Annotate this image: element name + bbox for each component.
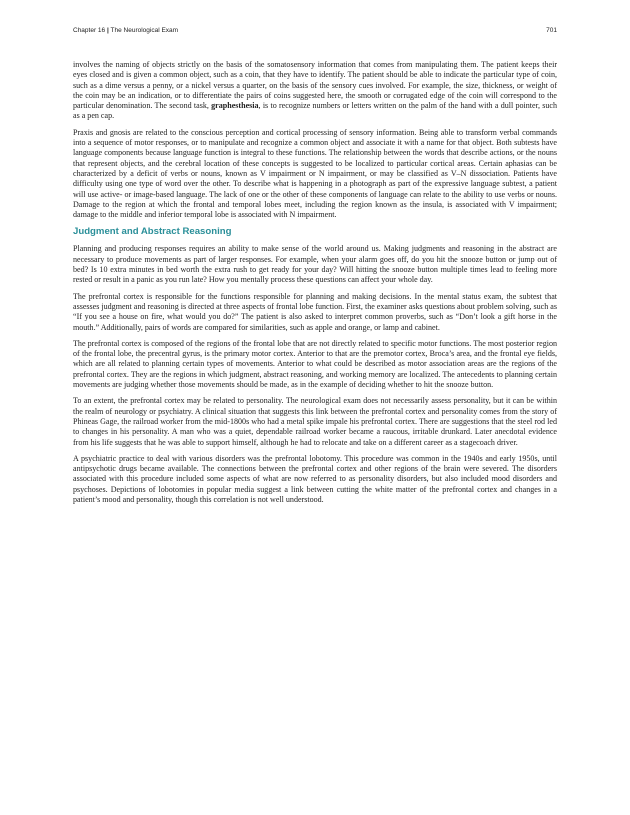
key-term: graphesthesia (211, 101, 259, 111)
chapter-label: Chapter 16 (73, 27, 106, 34)
chapter-title: The Neurological Exam (110, 27, 179, 34)
paragraph-stereognosis: involves the naming of objects strictly on the basis of the somatosensory information that comes from manipulating them. The patient keeps their eyes closed and is given a common object, such as a coin, that they have to identify. The patient should be able to indicate the particular type of coin, such as a dime versus a penny, or a nickel versus a quarter, on the basis of the sensory cues involved. For example, the size, thickness, or weight of the coin may be an indication, or to differentiate the pairs of coins suggested here, the smooth or corrugated edge of the coin will correspond to the particular denomination. The second task, graphesthesia, is to recognize numbers or letters written on the palm of the hand with a dull pointer, such as a pen cap. (73, 60, 557, 121)
running-header (73, 27, 557, 39)
paragraph-planning: Planning and producing responses requires an ability to make sense of the world around us. Making judgments and reasoning in the abstract are necessary to produce movements as part of larger responses. For example, when your alarm goes off, do you hit the snooze button or jump out of bed? Is 10 extra minutes in bed worth the extra rush to get ready for your day? Will hitting the snooze button multiple times lead to feeling more rested or result in a panic as you run late? How you mentally process these questions can affect your whole day. (73, 244, 557, 285)
header-separator: | (106, 27, 109, 34)
paragraph-praxis-gnosis: Praxis and gnosis are related to the conscious perception and cortical processing of sensory information. Being able to transform verbal commands into a sequence of motor responses, or to manipulate and recognize a common object and associate it with a name for that object. Both subtests have language components because language function is integral to these functions. The relationship between the words that describe actions, or the nouns that represent objects, and the cerebral location of these concepts is suggested to be localized to particular cortical areas. Certain aphasias can be characterized by a deficit of verbs or nouns, known as V impairment or N impairment, or may be classified as V–N dissociation. Patients have difficulty using one type of word over the other. To describe what is happening in a photograph as part of the expressive language subtest, a patient will use active- or image-based language. The lack of one or the other of these components of language can relate to the ability to use verbs or nouns. Damage to the region at which the frontal and temporal lobes meet, including the region known as the insula, is associated with V impairment; damage to the middle and inferior temporal lobe is associated with N impairment. (73, 127, 557, 220)
paragraph-lobotomy: A psychiatric practice to deal with various disorders was the prefrontal lobotomy. This procedure was common in the 1940s and early 1950s, until antipsychotic drugs became available. The connections between the prefrontal cortex and other regions of the brain were severed. The disorders associated with this procedure included some aspects of what are now referred to as personality disorders, but also included mood disorders and psychoses. Depictions of lobotomies in popular media suggest a link between cutting the white matter of the prefrontal cortex and changes in a patient’s mood and personality, though this correlation is not well understood. (73, 453, 557, 504)
paragraph-prefrontal-function: The prefrontal cortex is responsible for the functions responsible for planning and making decisions. In the mental status exam, the subtest that assesses judgment and reasoning is directed at three aspects of frontal lobe function. First, the examiner asks questions about problem solving, such as “If you see a house on fire, what would you do?” The patient is also asked to interpret common proverbs, such as “Don’t look a gift horse in the mouth.” Additionally, pairs of words are compared for similarities, such as apple and orange, or lamp and cabinet. (73, 291, 557, 332)
paragraph-personality: To an extent, the prefrontal cortex may be related to personality. The neurological exam does not necessarily assess personality, but it can be within the realm of neurology or psychiatry. A clinical situation that suggests this link between the prefrontal cortex and personality comes from the story of Phineas Gage, the railroad worker from the mid-1800s who had a metal spike impale his prefrontal cortex. There are suggestions that the steel rod led to changes in his personality. A man who was a quiet, dependable railroad worker became a raucous, irritable drunkard. Later anecdotal evidence from his life suggests that he was able to support himself, although he had to relocate and take on a different career as a stagecoach driver. (73, 396, 557, 447)
body-text (73, 60, 557, 511)
chapter-heading (73, 27, 178, 34)
section-heading: Judgment and Abstract Reasoning (73, 226, 232, 238)
paragraph-prefrontal-regions: The prefrontal cortex is composed of the regions of the frontal lobe that are not directly related to specific motor functions. The most posterior region of the frontal lobe, the precentral gyrus, is the primary motor cortex. Anterior to that are the premotor cortex, Broca’s area, and the frontal eye fields, which are all related to planning certain types of movements. Anterior to what could be described as motor association areas are the regions of the prefrontal cortex. They are the regions in which judgment, abstract reasoning, and working memory are localized. The antecedents to planning certain movements are judging whether those movements should be made, as in the example of deciding whether to hit the snooze button. (73, 338, 557, 390)
page-number: 701 (546, 27, 557, 34)
